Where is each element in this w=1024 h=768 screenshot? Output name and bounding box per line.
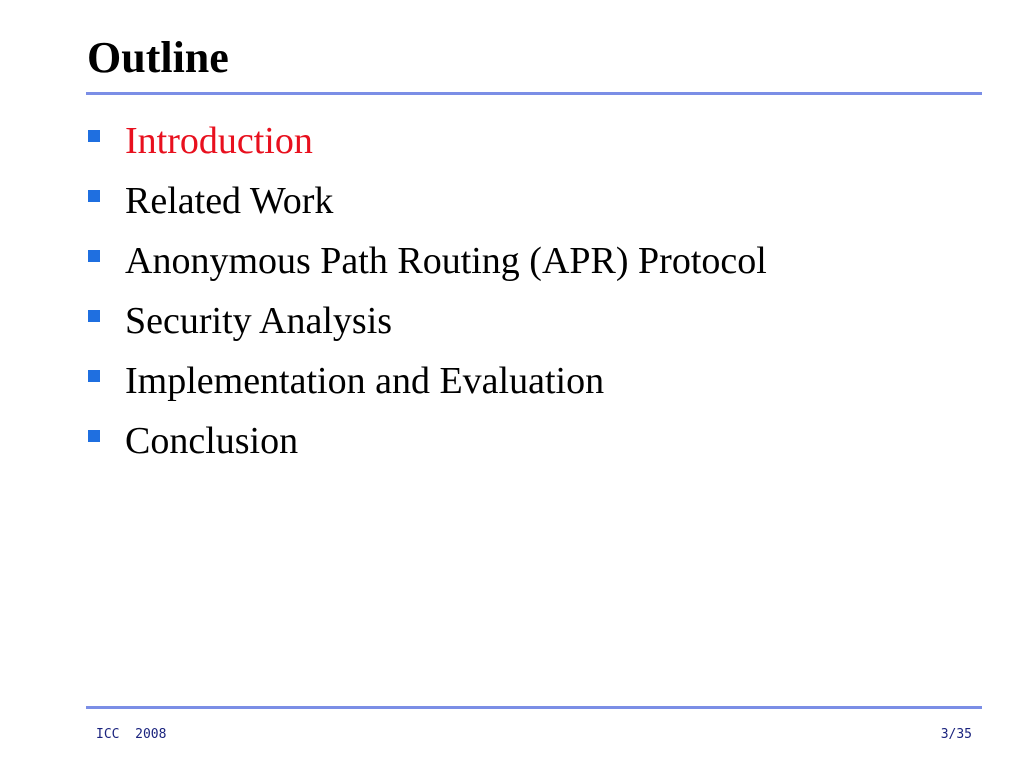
square-bullet-icon	[88, 130, 100, 142]
slide-title: Outline	[87, 33, 229, 82]
square-bullet-icon	[88, 370, 100, 382]
outline-list	[88, 116, 767, 476]
outline-item-label: Security Analysis	[125, 300, 393, 342]
outline-item-security-analysis	[88, 296, 767, 356]
outline-item-label: Anonymous Path Routing (APR) Protocol	[125, 240, 767, 282]
square-bullet-icon	[88, 430, 100, 442]
square-bullet-icon	[88, 310, 100, 322]
outline-item-conclusion	[88, 416, 767, 476]
square-bullet-icon	[88, 190, 100, 202]
outline-item-label: Implementation and Evaluation	[125, 360, 605, 402]
title-divider	[86, 92, 982, 95]
outline-item-introduction	[88, 116, 767, 176]
outline-item-implementation	[88, 356, 767, 416]
footer-divider	[86, 706, 982, 709]
footer-page-number: 3/35	[940, 727, 972, 742]
outline-item-label: Introduction	[125, 120, 313, 162]
outline-item-label: Related Work	[125, 180, 334, 222]
outline-item-related-work	[88, 176, 767, 236]
square-bullet-icon	[88, 250, 100, 262]
outline-item-apr-protocol	[88, 236, 767, 296]
footer-conference: ICC 2008	[96, 727, 167, 742]
outline-item-label: Conclusion	[125, 420, 299, 462]
